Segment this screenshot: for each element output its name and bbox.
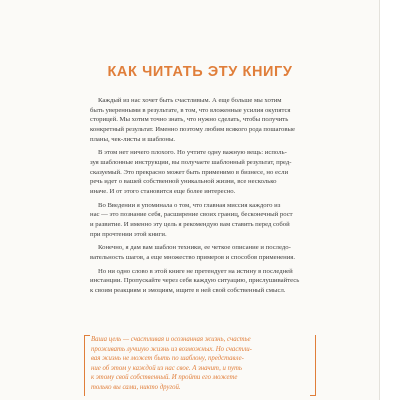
callout-line: вая жизнь не может быть по шаблону, представле- [91, 355, 244, 363]
text-line: Каждый из нас хочет быть счастливым. А еще больше мы хотим [98, 97, 282, 104]
paragraph-1 [90, 96, 314, 144]
callout-text [91, 335, 313, 393]
text-line: Но ни одно слово в этой книге не претендует на истину в последней [98, 267, 293, 275]
text-line: планы, чек-листы и шаблоны. [90, 135, 176, 143]
callout-line: проживать лучшую жизнь из возможных. Но счастли- [91, 345, 252, 353]
body-text [90, 96, 314, 299]
callout-line: ние об этом у каждой из нас свое. А значит, и путь [91, 364, 243, 372]
paragraph-3 [90, 201, 314, 240]
callout-line: Ваша цель — счастливая и осознанная жизнь, счастье [91, 336, 251, 343]
callout-line: к этому свой собственный. И пройти его можете [91, 374, 238, 382]
paragraph-5 [90, 267, 314, 296]
text-line: вательность шагов, а еще множество примеров и способов применения. [90, 253, 296, 261]
text-line: сказуемый. Это прекрасно может быть применимо в бизнесе, но если [90, 168, 289, 176]
text-line: быть уверенными в результате, в том, что вложенные усилия окупятся [90, 106, 291, 114]
text-line: речь идет о вашей собственной уникальной жизни, все несколько [90, 178, 277, 186]
text-line: Конечно, я дам вам шаблон техники, ее четкое описание и последо- [98, 244, 291, 252]
text-line: и развитие. И именно эту цель я рекомендую вам ставить перед собой [90, 220, 290, 228]
text-line: Во Введении я упоминала о том, что главная миссия каждого из [98, 201, 281, 209]
page-edge [379, 0, 400, 400]
paragraph-2 [90, 148, 314, 196]
paragraph-4 [90, 243, 314, 262]
text-line: к своим реакциям и эмоциям, ищите в ней свой собственный смысл. [90, 286, 286, 294]
text-line: инстанции. Пропускайте через себя каждую ситуацию, прислушивайтесь [90, 277, 300, 285]
text-line: нас — это познание себя, расширение своих границ, бесконечный рост [90, 211, 293, 219]
text-line: иначе. И от этого становится еще более интересно. [90, 187, 236, 195]
chapter-heading: КАК ЧИТАТЬ ЭТУ КНИГУ [107, 64, 293, 80]
callout-left-bracket [84, 335, 90, 396]
text-line: сторицей. Мы хотим точно знать, что нужно сделать, чтобы получить [90, 116, 289, 124]
text-line: при прочтении этой книги. [90, 230, 167, 238]
text-line: конкретный результат. Именно поэтому любим всякого рода пошаговые [90, 125, 295, 133]
callout-line: только вы сами, никто другой. [91, 383, 181, 391]
text-line: В этом нет ничего плохого. Но учтите одну важную вещь: исполь- [98, 149, 287, 157]
highlight-callout [84, 335, 316, 397]
text-line: зуя шаблонные инструкции, вы получаете шаблонный результат, пред- [90, 158, 292, 166]
